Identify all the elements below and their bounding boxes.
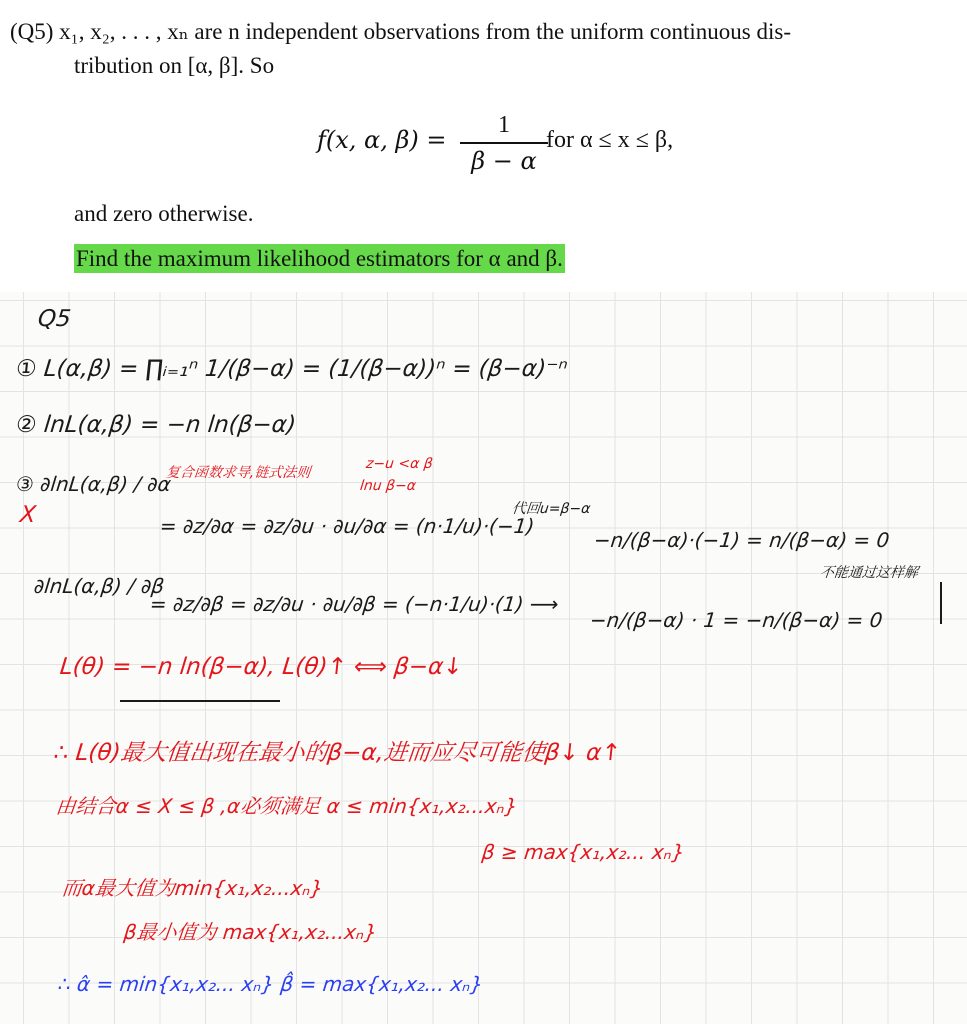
red-line-3: 由结合α ≤ X ≤ β ,α必须满足 α ≤ min{x₁,x₂...xₙ}	[54, 794, 519, 818]
red-line-1: L(θ) = −n ln(β−α), L(θ)↑ ⟺ β−α↓	[58, 654, 464, 680]
formula-lhs: f(x, α, β) =	[317, 126, 447, 154]
step-4-equation: = ∂z/∂β = ∂z/∂u · ∂u/∂β = (−n·1/u)·(1) ⟶	[148, 592, 560, 616]
question-highlight: Find the maximum likelihood estimators for α and β.	[76, 246, 563, 271]
problem-line-2: tribution on [α, β]. So	[74, 53, 275, 78]
formula-condition: for α ≤ x ≤ β,	[546, 127, 674, 153]
highlighted-question	[74, 245, 565, 273]
formula-numerator: 1	[498, 112, 510, 138]
handwritten-notes	[0, 292, 967, 1024]
step-3-equation: = ∂z/∂α = ∂z/∂u · ∂u/∂α = (n·1/u)·(−1)	[158, 514, 536, 538]
step-2: ② lnL(α,β) = −n ln(β−α)	[14, 412, 298, 438]
step-4-label: ∂lnL(α,β) / ∂β	[32, 574, 166, 598]
final-answer: ∴ α̂ = min{x₁,x₂... xₙ} β̂ = max{x₁,x₂... xₙ}	[56, 972, 485, 996]
step-3-result: −n/(β−α)·(−1) = n/(β−α) = 0	[592, 528, 891, 552]
notes-title: Q5	[36, 306, 73, 332]
substitution-note-2: lnu β−α	[359, 478, 417, 494]
red-line-5: 而α最大值为min{x₁,x₂...xₙ}	[60, 876, 325, 900]
underline-stroke	[120, 700, 280, 702]
fraction-bar	[460, 142, 548, 144]
substitute-back-note: 代回u=β−α	[511, 501, 592, 517]
red-line-2: ∴ L(θ)最大值出现在最小的β−α,进而应尽可能使β↓ α↑	[52, 740, 623, 766]
problem-line-1: (Q5) x₁, x₂, . . . , xₙ are n independent observations from the uniform continuous dis-	[10, 19, 792, 44]
step-3-label: ③ ∂lnL(α,β) / ∂α	[14, 472, 173, 496]
formula-denominator: β − α	[471, 146, 537, 175]
red-line-6: β最小值为 max{x₁,x₂...xₙ}	[122, 920, 379, 944]
step-1: ① L(α,β) = ∏ᵢ₌₁ⁿ 1/(β−α) = (1/(β−α))ⁿ = (β−α)⁻ⁿ	[14, 356, 569, 382]
chain-rule-note: 复合函数求导,链式法则	[165, 465, 312, 481]
step-4-result: −n/(β−α) · 1 = −n/(β−α) = 0	[588, 608, 884, 632]
side-note-stroke	[940, 582, 942, 624]
red-line-4: β ≥ max{x₁,x₂... xₙ}	[480, 840, 686, 864]
problem-line-3: and zero otherwise.	[74, 201, 254, 226]
formula-fraction	[454, 110, 554, 176]
substitution-note: z−u <α β	[365, 456, 434, 472]
side-note: 不能通过这样解	[819, 565, 919, 581]
cross-mark: X	[18, 502, 38, 528]
problem-statement	[0, 0, 967, 292]
